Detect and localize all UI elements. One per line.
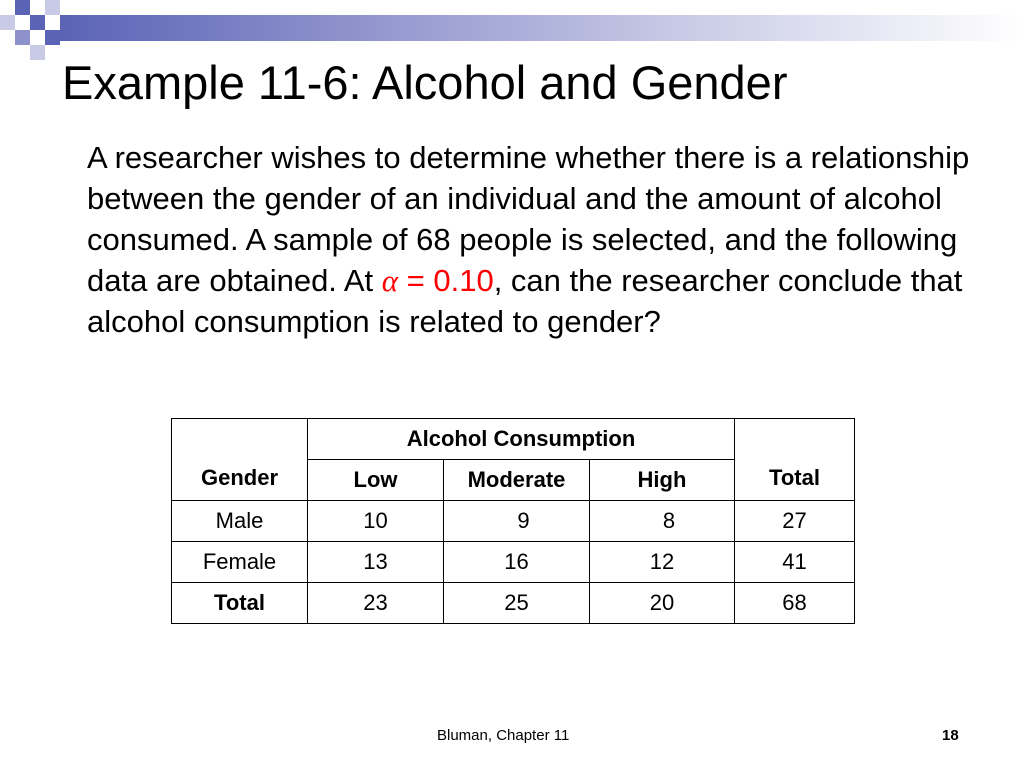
table-cell: 16: [444, 542, 590, 583]
decorative-square: [15, 0, 30, 15]
column-header-high: High: [590, 460, 735, 501]
table-row: [172, 542, 855, 583]
table-cell: 41: [735, 542, 855, 583]
problem-text-start: A researcher wishes to determine whether there is a relationship between the gender of an individual and the amount of alcohol consumed. A sample of 68 people is selected, and the following data are obtained. At: [87, 140, 970, 298]
table-row: [172, 583, 855, 624]
row-label-total: Total: [172, 583, 308, 624]
total-column-header: Total: [735, 419, 855, 501]
table-cell: 8: [590, 501, 735, 542]
gender-header: Gender: [172, 419, 308, 501]
problem-statement: [87, 137, 987, 342]
problem-text-end: , can the researcher conclude that alcohol consumption is related to gender?: [87, 263, 963, 339]
table-cell: 9: [444, 501, 590, 542]
decorative-square: [0, 15, 15, 30]
table-cell: 10: [308, 501, 444, 542]
table-cell: 13: [308, 542, 444, 583]
alpha-value: = 0.10: [398, 263, 494, 298]
table-cell: 27: [735, 501, 855, 542]
row-label-female: Female: [172, 542, 308, 583]
decorative-square: [45, 0, 60, 15]
header-gradient-bar: [60, 15, 1024, 41]
decorative-square: [30, 15, 45, 30]
table-cell: 12: [590, 542, 735, 583]
alcohol-consumption-header: Alcohol Consumption: [308, 419, 735, 460]
table-cell: 23: [308, 583, 444, 624]
table-row: [172, 501, 855, 542]
table-cell: 68: [735, 583, 855, 624]
row-label-male: Male: [172, 501, 308, 542]
decorative-square: [15, 30, 30, 45]
decorative-square: [45, 30, 60, 45]
table-cell: 20: [590, 583, 735, 624]
alpha-symbol: α: [381, 263, 399, 298]
table-cell: 25: [444, 583, 590, 624]
column-header-moderate: Moderate: [444, 460, 590, 501]
table-header-row: [172, 419, 855, 460]
slide-title: Example 11-6: Alcohol and Gender: [62, 56, 788, 109]
alpha-level: [382, 263, 494, 298]
page-number: 18: [942, 727, 959, 744]
footer-text: Bluman, Chapter 11: [437, 727, 570, 744]
contingency-table: [171, 418, 855, 624]
decorative-square: [30, 45, 45, 60]
column-header-low: Low: [308, 460, 444, 501]
